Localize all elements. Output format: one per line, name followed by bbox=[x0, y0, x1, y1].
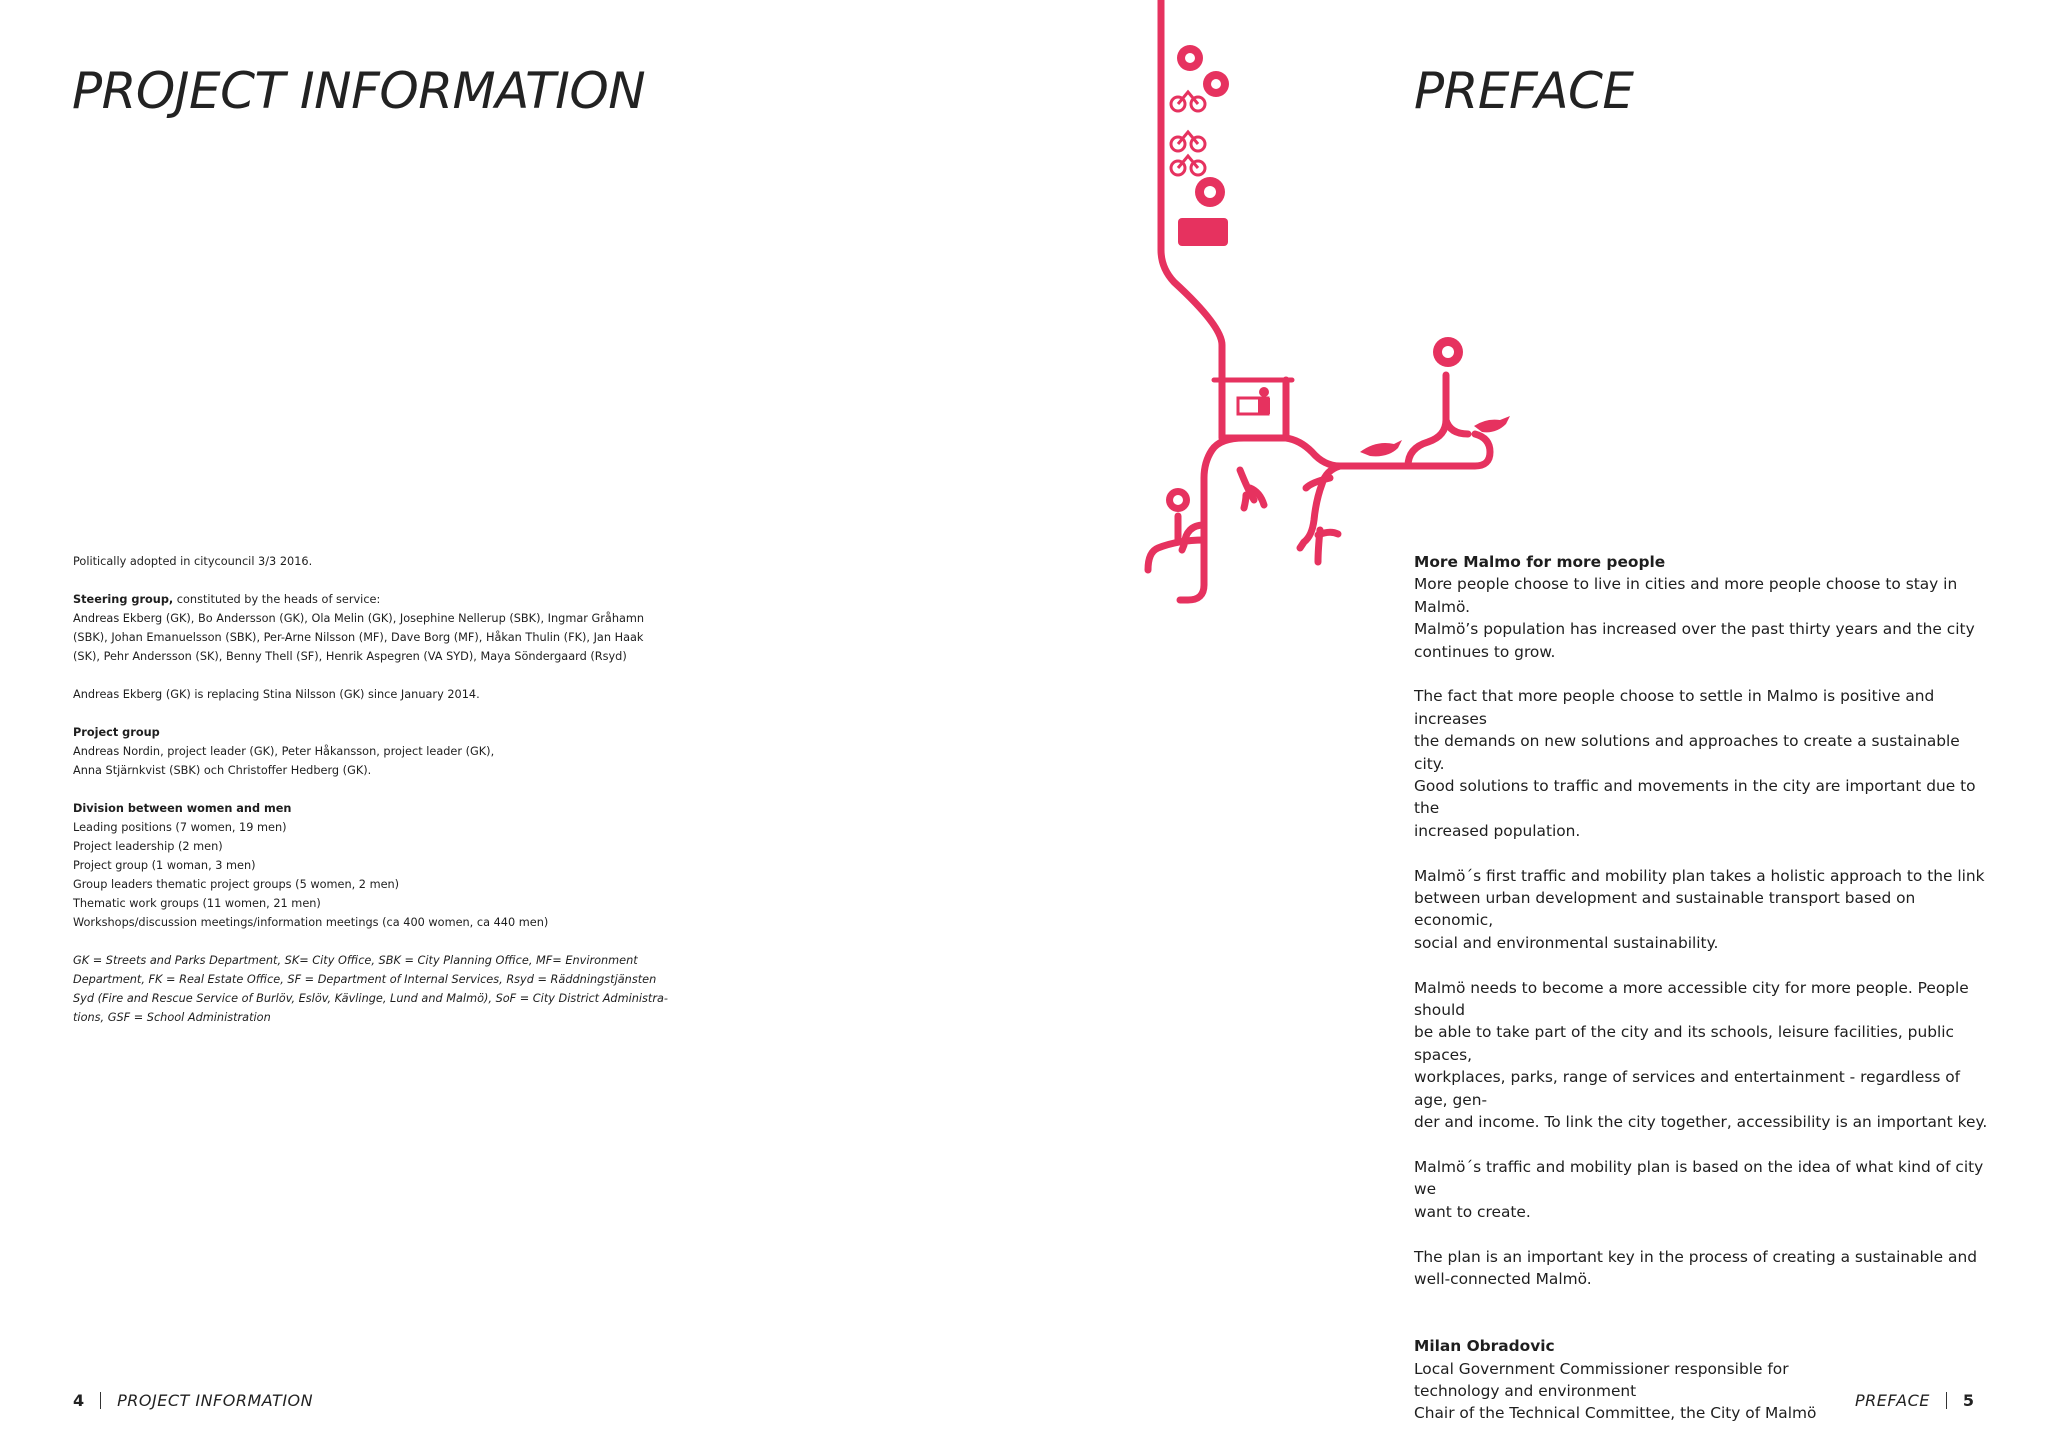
bicycle-icon bbox=[1171, 92, 1205, 175]
division-line: Project group (1 woman, 3 men) bbox=[73, 859, 256, 872]
preface-line: between urban development and sustainable transport based on economic, bbox=[1414, 889, 1916, 930]
footer-left bbox=[73, 1391, 313, 1410]
preface-line: The plan is an important key in the process of creating a sustainable and bbox=[1414, 1247, 1977, 1266]
division-line: Group leaders thematic project groups (5 women, 2 men) bbox=[73, 878, 400, 891]
footer-section-label: PROJECT INFORMATION bbox=[117, 1391, 314, 1410]
footer-section-label: PREFACE bbox=[1854, 1391, 1930, 1410]
preface-line: Malmö´s first traffic and mobility plan takes a holistic approach to the link bbox=[1414, 866, 1985, 885]
project-group-line: Andreas Nordin, project leader (GK), Peter Håkansson, project leader (GK), bbox=[73, 745, 495, 758]
city-tree-illustration bbox=[1130, 0, 1530, 620]
replacement-note: Andreas Ekberg (GK) is replacing Stina Nilsson (GK) since January 2014. bbox=[73, 688, 480, 701]
project-information-body bbox=[73, 552, 673, 1027]
preface-line: continues to grow. bbox=[1414, 642, 1556, 661]
steering-group-line: (SK), Pehr Andersson (SK), Benny Thell (SF), Henrik Aspegren (VA SYD), Maya Söndergaard (Rsyd) bbox=[73, 650, 627, 663]
preface-heading: More Malmo for more people bbox=[1414, 553, 1666, 571]
page-number: 4 bbox=[73, 1391, 85, 1410]
abbreviations-line: Syd (Fire and Rescue Service of Burlöv, Eslöv, Kävlinge, Lund and Malmö), SoF = City District Administra- bbox=[73, 992, 668, 1005]
abbreviations-line: tions, GSF = School Administration bbox=[73, 1011, 271, 1024]
division-line: Workshops/discussion meetings/information meetings (ca 400 women, ca 440 men) bbox=[73, 916, 549, 929]
preface-line: want to create. bbox=[1414, 1202, 1531, 1221]
footer-divider bbox=[1946, 1392, 1947, 1409]
preface-line: Malmö´s traffic and mobility plan is based on the idea of what kind of city we bbox=[1414, 1157, 1984, 1199]
preface-line: Malmö needs to become a more accessible city for more people. People should bbox=[1414, 978, 1969, 1020]
preface-line: increased population. bbox=[1414, 821, 1581, 840]
preface-line: be able to take part of the city and its schools, leisure facilities, public spaces, bbox=[1414, 1023, 1954, 1064]
preface-line: The fact that more people choose to settle in Malmo is positive and increases bbox=[1414, 687, 1935, 728]
steering-group-line: Andreas Ekberg (GK), Bo Andersson (GK), Ola Melin (GK), Josephine Nellerup (SBK), Ingmar Gråhamn bbox=[73, 612, 645, 625]
project-group-heading: Project group bbox=[73, 726, 160, 739]
signature-line: Local Government Commissioner responsible for bbox=[1414, 1359, 1789, 1378]
steering-group-heading: Steering group, bbox=[73, 593, 174, 606]
preface-line: der and income. To link the city together, accessibility is an important key. bbox=[1414, 1113, 1988, 1132]
signature-name: Milan Obradovic bbox=[1414, 1337, 1555, 1356]
preface-line: More people choose to live in cities and more people choose to stay in Malmö. bbox=[1414, 575, 1958, 616]
signature-line: technology and environment bbox=[1414, 1381, 1637, 1400]
page-number: 5 bbox=[1962, 1391, 1974, 1410]
preface-body bbox=[1414, 551, 1992, 1425]
preface-line: Malmö’s population has increased over the past thirty years and the city bbox=[1414, 620, 1975, 639]
footer-divider bbox=[100, 1392, 101, 1409]
bench-person-icon bbox=[1238, 387, 1270, 414]
page-title-preface: PREFACE bbox=[1414, 62, 1634, 120]
footer-right bbox=[1855, 1391, 1974, 1410]
preface-line: well-connected Malmö. bbox=[1414, 1269, 1592, 1288]
page-title-project-information: PROJECT INFORMATION bbox=[72, 62, 646, 120]
signature-line: Chair of the Technical Committee, the City of Malmö bbox=[1414, 1404, 1817, 1423]
division-line: Project leadership (2 men) bbox=[73, 840, 223, 853]
adoption-note: Politically adopted in citycouncil 3/3 2016. bbox=[73, 555, 313, 568]
bus-icon bbox=[1178, 218, 1228, 246]
division-line: Leading positions (7 women, 19 men) bbox=[73, 821, 287, 834]
project-group-line: Anna Stjärnkvist (SBK) och Christoffer Hedberg (GK). bbox=[73, 764, 372, 777]
abbreviations-line: GK = Streets and Parks Department, SK= City Office, SBK = City Planning Office, MF= Environment bbox=[73, 954, 638, 967]
preface-line: Good solutions to traffic and movements in the city are important due to the bbox=[1414, 777, 1976, 818]
preface-line: the demands on new solutions and approaches to create a sustainable city. bbox=[1414, 732, 1960, 773]
preface-line: workplaces, parks, range of services and entertainment - regardless of age, gen- bbox=[1414, 1068, 1961, 1109]
steering-group-intro: Steering group, constituted by the heads of service: bbox=[73, 593, 381, 606]
division-line: Thematic work groups (11 women, 21 men) bbox=[73, 897, 321, 910]
abbreviations-line: Department, FK = Real Estate Office, SF = Department of Internal Services, Rsyd = Räddningstjänsten bbox=[73, 973, 657, 986]
preface-line: social and environmental sustainability. bbox=[1414, 933, 1719, 952]
flower-icon bbox=[1166, 45, 1463, 512]
division-heading: Division between women and men bbox=[73, 802, 292, 815]
steering-group-line: (SBK), Johan Emanuelsson (SBK), Per-Arne Nilsson (MF), Dave Borg (MF), Håkan Thulin (FK), Jan Haak bbox=[73, 631, 644, 644]
